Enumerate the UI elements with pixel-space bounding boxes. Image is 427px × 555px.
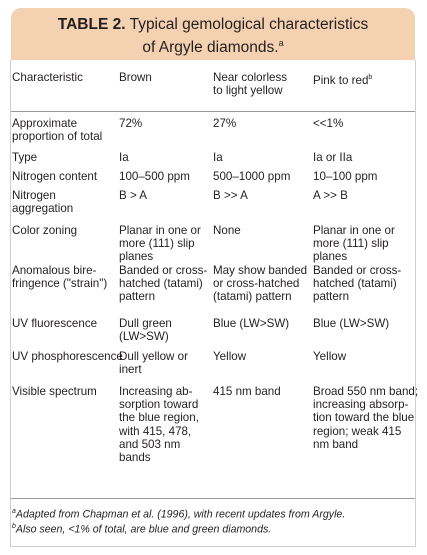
table-cell-pink-to-red: Banded or cross- hatched (tatami) pattern [313,264,402,304]
table-cell-near-colorless: 27% [213,117,237,130]
table-cell-brown: B > A [119,189,148,202]
table-cell-pink-to-red: <<1% [313,117,344,130]
row-label-characteristic: Anomalous bire- fringence ("strain") [12,264,108,291]
column-header-text: Brown [119,71,152,84]
table-cell-pink-to-red: Planar in one or more (111) slip planes [313,224,395,264]
footnote-a [12,506,345,521]
table-cell-near-colorless: Ia [213,151,223,164]
table-cell-near-colorless: May show banded or cross-hatched (tatami) pattern [213,264,308,304]
table-cell-pink-to-red: 10–100 ppm [313,170,378,183]
table-cell-near-colorless: 415 nm band [213,385,281,398]
row-label-characteristic: Approximate proportion of total [12,117,103,144]
table-cell-near-colorless: Blue (LW>SW) [213,317,290,330]
table-cell-brown: Dull yellow or inert [119,350,188,377]
table-title-line1: Typical gemological characteristics [129,16,369,33]
row-label-characteristic: Nitrogen content [12,170,98,183]
row-label-characteristic: Color zoning [12,224,78,237]
table-cell-brown: Planar in one or more (111) slip planes [119,224,201,264]
table-title [11,8,415,60]
column-header-text: Near colorless to light yellow [213,71,288,98]
column-header-text: Characteristic [12,71,83,84]
table-number: TABLE 2. [57,16,126,33]
title-footnote-mark: a [278,38,284,48]
table-cell-brown: Banded or cross- hatched (tatami) pattern [119,264,208,304]
table-cell-pink-to-red: Blue (LW>SW) [313,317,390,330]
row-label-characteristic: UV fluorescence [12,317,98,330]
table-bottom-rule [11,498,415,499]
table-cell-pink-to-red: A >> B [313,189,348,202]
table-cell-brown: Dull green (LW>SW) [119,317,172,344]
row-label-characteristic: Nitrogen aggregation [12,189,74,216]
table-cell-brown: 72% [119,117,143,130]
row-label-characteristic: UV phosphorescence [12,350,123,363]
table-cell-near-colorless: None [213,224,241,237]
footnote-b-text: Also seen, <1% of total, are blue and green diamonds. [15,523,272,536]
column-header-near-colorless [213,71,287,97]
table-cell-brown: 100–500 ppm [119,170,190,183]
table-cell-near-colorless: B >> A [213,189,248,202]
table-cell-pink-to-red: Ia or IIa [313,151,353,164]
row-label-characteristic: Visible spectrum [12,385,97,398]
column-header-characteristic [12,71,83,84]
table-cell-brown: Increasing ab- sorption toward the blue region, with 415, 478, and 503 nm bands [119,385,199,465]
table-cell-pink-to-red: Broad 550 nm band; increasing absorp- tion toward the blue region; weak 415 nm band [313,385,419,451]
table-title-line2: of Argyle diamonds. [142,39,279,57]
table-cell-pink-to-red: Yellow [313,350,347,363]
footnote-b-mark: b [12,523,16,530]
header-rule [11,111,415,112]
table-cell-near-colorless: Yellow [213,350,247,363]
column-header-brown [119,71,152,84]
column-footnote-mark: b [368,74,373,81]
footnote-a-mark: a [12,508,16,515]
table-cell-brown: Ia [119,151,129,164]
footnote-a-text: Adapted from Chapman et al. (1996), with recent updates from Argyle. [15,508,346,521]
column-header-text: Pink to red [313,73,369,87]
footnote-b [12,521,271,536]
column-header-pink-to-red [313,71,372,87]
table-cell-near-colorless: 500–1000 ppm [213,170,291,183]
row-label-characteristic: Type [12,151,38,164]
